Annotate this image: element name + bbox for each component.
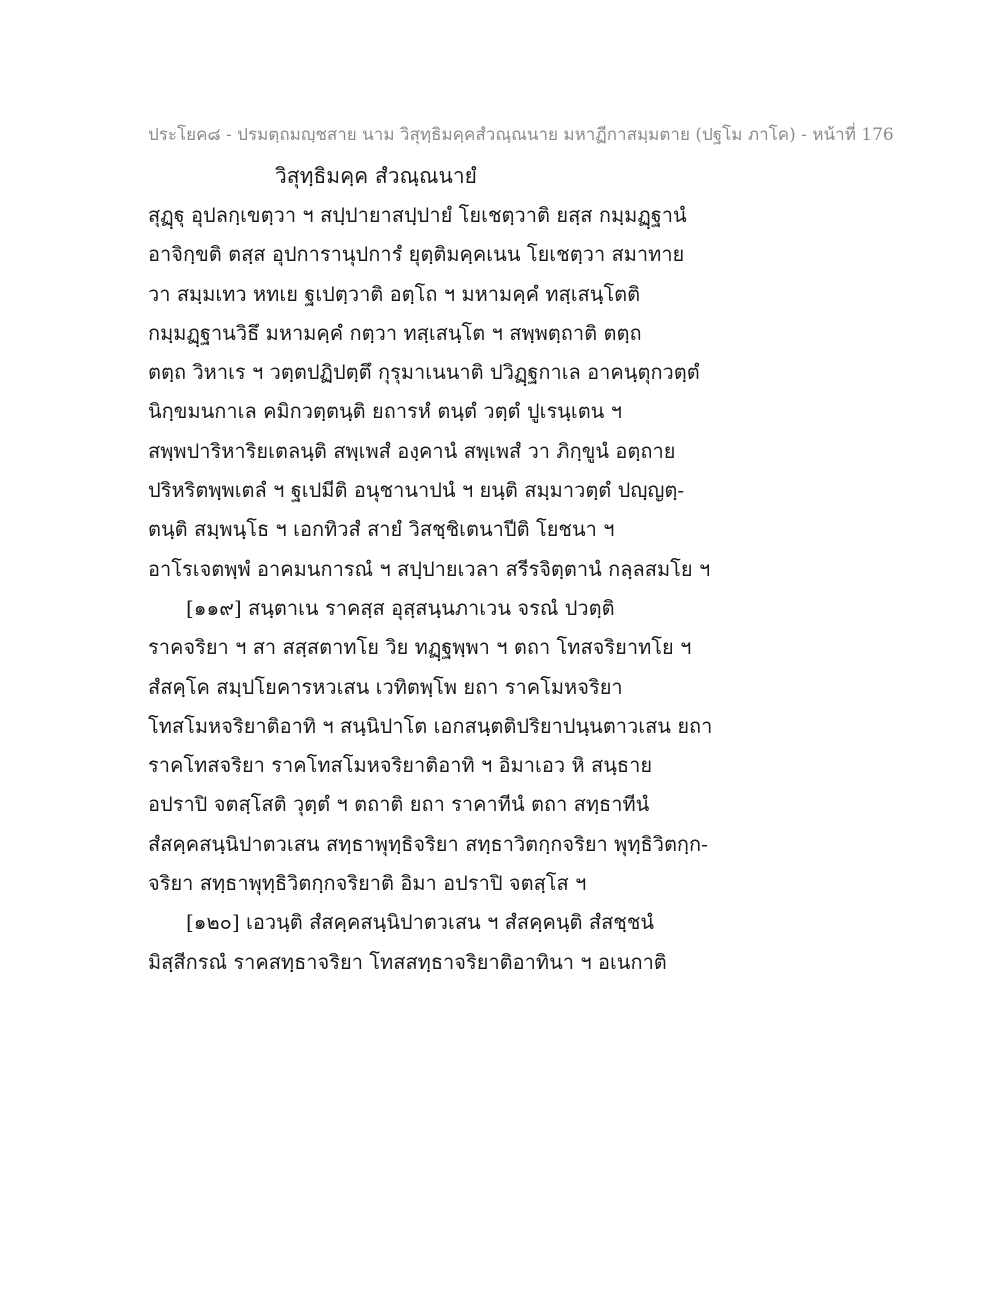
running-header: ประโยค๘ - ปรมตฺถมญฺชสาย นาม วิสุทฺธิมคฺคสํวณฺณนาย มหาฏีกาสมฺมตาย (ปฐโม ภาโค) - หน้าที่ 176 <box>148 125 894 145</box>
section-title: วิสุทฺธิมคฺค สํวณฺณนายํ <box>275 164 477 188</box>
text-line: อปราปิ จตสฺโสติ วุตฺตํ ฯ ตถาติ ยถา ราคาทีนํ ตถา สทฺธาทีนํ <box>148 792 650 817</box>
paragraph-119-start: [๑๑๙] สนฺตาเน ราคสฺส อุสฺสนฺนภาเวน จรณํ ปวตฺติ <box>186 595 615 620</box>
text-line: มิสฺสีกรณํ ราคสทฺธาจริยา โทสสทฺธาจริยาติอาทินา ฯ อเนกาติ <box>148 949 667 974</box>
text-line: ราคโทสจริยา ราคโทสโมหจริยาติอาทิ ฯ อิมาเอว หิ สนฺธาย <box>148 753 653 778</box>
paragraph-120-start: [๑๒๐] เอวนฺติ สํสคฺคสนฺนิปาตวเสน ฯ สํสคฺคนฺติ สํสชฺชนํ <box>186 910 655 935</box>
text-line: สํสคฺโค สมฺปโยคารหวเสน เวทิตพฺโพ ยถา ราคโมหจริยา <box>148 674 623 699</box>
text-line: ตนฺติ สมฺพนฺโธ ฯ เอกทิวสํ สายํ วิสชฺชิเตนาปีติ โยชนา ฯ <box>148 517 615 542</box>
text-line: ราคจริยา ฯ สา สสฺสตาทโย วิย ทฏฺฐพฺพา ฯ ตถา โทสจริยาทโย ฯ <box>148 635 692 660</box>
body-text <box>148 196 713 982</box>
text-line: อาโรเจตพฺพํ อาคมนการณํ ฯ สปฺปายเวลา สรีรจิตฺตานํ กลฺลสมโย ฯ <box>148 556 711 581</box>
text-line: ปริหริตพฺพเตลํ ฯ ฐเปมีติ อนุชานาปนํ ฯ ยนฺติ สมฺมาวตฺตํ ปญฺญตฺ- <box>148 478 685 503</box>
text-line: สุฏฺฐุ อุปลกฺเขตฺวา ฯ สปฺปายาสปฺปายํ โยเชตฺวาติ ยสฺส กมฺมฏฺฐานํ <box>148 203 687 227</box>
text-line: สพฺพปาริหาริยเตลนฺติ สพฺเพสํ องฺคานํ สพฺเพสํ วา ภิกฺขูนํ อตฺถาย <box>148 438 676 463</box>
text-line: โทสโมหจริยาติอาทิ ฯ สนฺนิปาโต เอกสนฺตติปริยาปนฺนตาวเสน ยถา <box>148 713 713 738</box>
text-line: อาจิกฺขติ ตสฺส อุปการานุปการํ ยุตฺติมคฺคเนน โยเชตฺวา สมาทาย <box>148 242 685 267</box>
text-line: ตตฺถ วิหาเร ฯ วตฺตปฏิปตฺตึ กุรุมาเนนาติ ปวิฏฺฐกาเล อาคนฺตุกวตฺตํ <box>148 360 700 385</box>
text-line: วา สมฺมเทว หทเย ฐเปตฺวาติ อตฺโถ ฯ มหามคฺคํ ทสฺเสนฺโตติ <box>148 281 641 306</box>
text-line: สํสคฺคสนฺนิปาตวเสน สทฺธาพุทฺธิจริยา สทฺธาวิตกฺกจริยา พุทฺธิวิตกฺก- <box>148 831 708 856</box>
text-line: นิกฺขมนกาเล คมิกวตฺตนฺติ ยถารหํ ตนฺตํ วตฺตํ ปูเรนฺเตน ฯ <box>148 399 622 424</box>
text-line: จริยา สทฺธาพุทฺธิวิตกฺกจริยาติ อิมา อปราปิ จตสฺโส ฯ <box>148 871 587 896</box>
text-line: กมฺมฏฺฐานวิธึ มหามคฺคํ กตฺวา ทสฺเสนฺโต ฯ สพฺพตฺถาติ ตตฺถ <box>148 320 642 345</box>
